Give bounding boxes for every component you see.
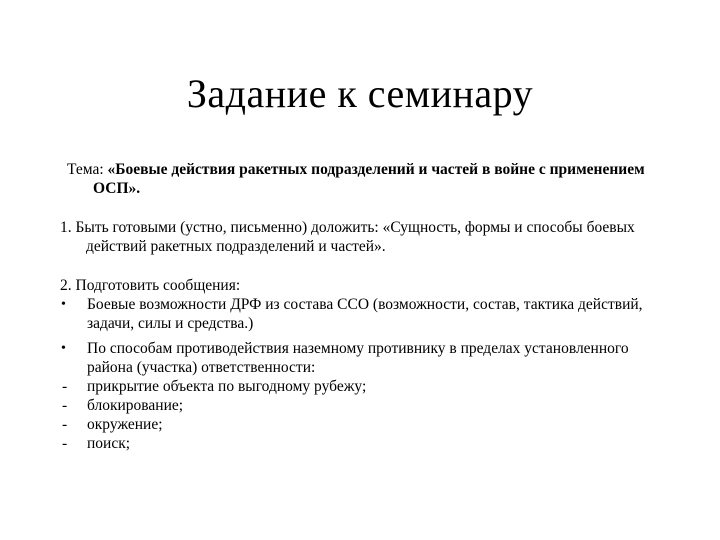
dash-marker: - — [62, 397, 68, 414]
list-item — [60, 434, 670, 453]
list-item — [60, 377, 670, 396]
topic-text: «Боевые действия ракетных подразделений и частей в войне с применением ОСП». — [93, 161, 645, 197]
list-item — [60, 415, 670, 434]
bullet-text: По способам противодействия наземному противнику в пределах установленного района (участка) ответственности: — [87, 340, 629, 376]
dash-text: поиск; — [87, 435, 131, 452]
slide-title: Задание к семинару — [186, 71, 534, 116]
point-2-heading: 2. Подготовить сообщения: — [60, 277, 241, 294]
list-item — [60, 295, 670, 333]
point-1: 1. Быть готовыми (устно, письменно) доложить: «Сущность, формы и способы боевых действий ракетных подразделений и частей». — [60, 219, 635, 255]
dash-marker: - — [62, 416, 68, 433]
topic-paragraph — [60, 160, 670, 198]
list-item — [60, 396, 670, 415]
dash-marker: - — [62, 435, 68, 452]
bullet-marker: • — [61, 297, 66, 312]
dash-marker: - — [62, 378, 68, 395]
list-item — [60, 339, 670, 377]
slide-body — [60, 160, 670, 453]
dash-text: блокирование; — [87, 397, 184, 414]
bullet-marker: • — [61, 341, 66, 356]
dash-text: прикрытие объекта по выгодному рубежу; — [87, 378, 367, 395]
dash-text: окружение; — [87, 416, 163, 433]
bullet-text: Боевые возможности ДРФ из состава ССО (возможности, состав, тактика действий, задачи, силы и средства.) — [87, 296, 643, 332]
topic-prefix: Тема: — [67, 161, 108, 178]
